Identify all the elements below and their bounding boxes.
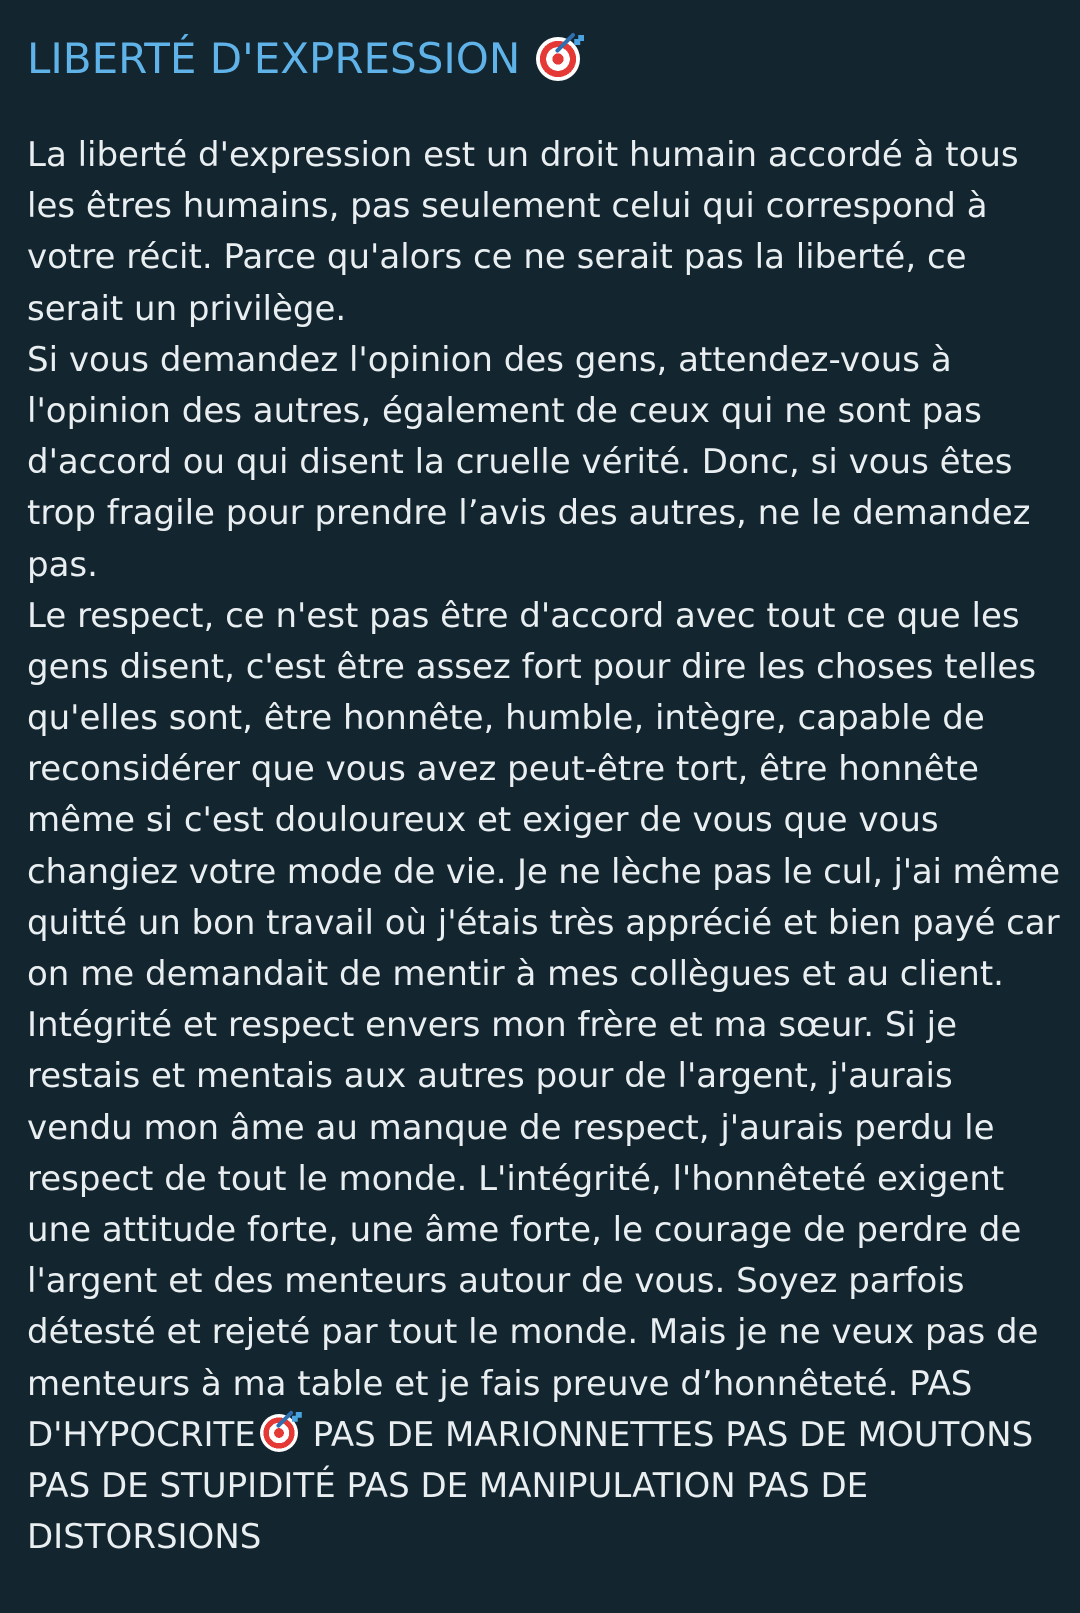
text-line: les êtres humains, pas seulement celui qui correspond à <box>27 186 988 227</box>
text-line: PAS DE STUPIDITÉ PAS DE MANIPULATION PAS DE <box>27 1465 869 1506</box>
post-title-text: LIBERTÉ D'EXPRESSION <box>27 34 521 83</box>
text-line: menteurs à ma table et je fais preuve d’honnêteté. PAS <box>27 1363 973 1404</box>
text-line: Si vous demandez l'opinion des gens, attendez-vous à <box>27 339 952 380</box>
text-line: une attitude forte, une âme forte, le courage de perdre de <box>27 1209 1022 1250</box>
text-line: gens disent, c'est être assez fort pour dire les choses telles <box>27 646 1037 687</box>
text-line: changiez votre mode de vie. Je ne lèche pas le cul, j'ai même <box>27 851 1060 892</box>
text-line: qu'elles sont, être honnête, humble, intègre, capable de <box>27 698 985 739</box>
text-line: La liberté d'expression est un droit humain accordé à tous <box>27 135 1019 175</box>
text-line: votre récit. Parce qu'alors ce ne serait pas la liberté, ce <box>27 237 967 278</box>
text-line: on me demandait de mentir à mes collègues et au client. <box>27 954 1004 994</box>
text-line: quitté un bon travail où j'étais très apprécié et bien payé car <box>27 902 1060 943</box>
text-line: pas. <box>27 544 98 585</box>
text-line-with-icon <box>27 1410 1053 1461</box>
direct-hit-target-icon <box>260 1414 298 1452</box>
text-segment: D'HYPOCRITE <box>27 1414 256 1455</box>
text-line: l'argent et des menteurs autour de vous. Soyez parfois <box>27 1261 965 1302</box>
text-line: vendu mon âme au manque de respect, j'aurais perdu le <box>27 1107 995 1148</box>
text-line: restais et mentais aux autres pour de l'argent, j'aurais <box>27 1056 953 1097</box>
post-title <box>27 30 1053 88</box>
text-line: trop fragile pour prendre l’avis des autres, ne le demandez <box>27 493 1031 534</box>
text-line: DISTORSIONS <box>27 1517 262 1558</box>
text-line: d'accord ou qui disent la cruelle vérité. Donc, si vous êtes <box>27 442 1013 483</box>
text-line: reconsidérer que vous avez peut-être tort, être honnête <box>27 749 979 790</box>
paragraph-respect <box>27 591 1060 1564</box>
text-line: détesté et rejeté par tout le monde. Mais je ne veux pas de <box>27 1312 1039 1353</box>
text-line: Le respect, ce n'est pas être d'accord avec tout ce que les <box>27 595 1020 636</box>
text-segment: PAS DE MARIONNETTES PAS DE MOUTONS <box>301 1414 1034 1455</box>
text-line: même si c'est douloureux et exiger de vous que vous <box>27 800 939 841</box>
paragraph-opinion <box>27 335 1053 591</box>
text-line: Intégrité et respect envers mon frère et ma sœur. Si je <box>27 1005 958 1046</box>
post-body <box>27 130 1060 1563</box>
paragraph-freedom <box>27 130 1053 335</box>
text-line: respect de tout le monde. L'intégrité, l'honnêteté exigent <box>27 1158 1005 1199</box>
direct-hit-target-icon <box>536 37 580 81</box>
text-line: serait un privilège. <box>27 288 347 329</box>
text-line: l'opinion des autres, également de ceux qui ne sont pas <box>27 390 982 431</box>
